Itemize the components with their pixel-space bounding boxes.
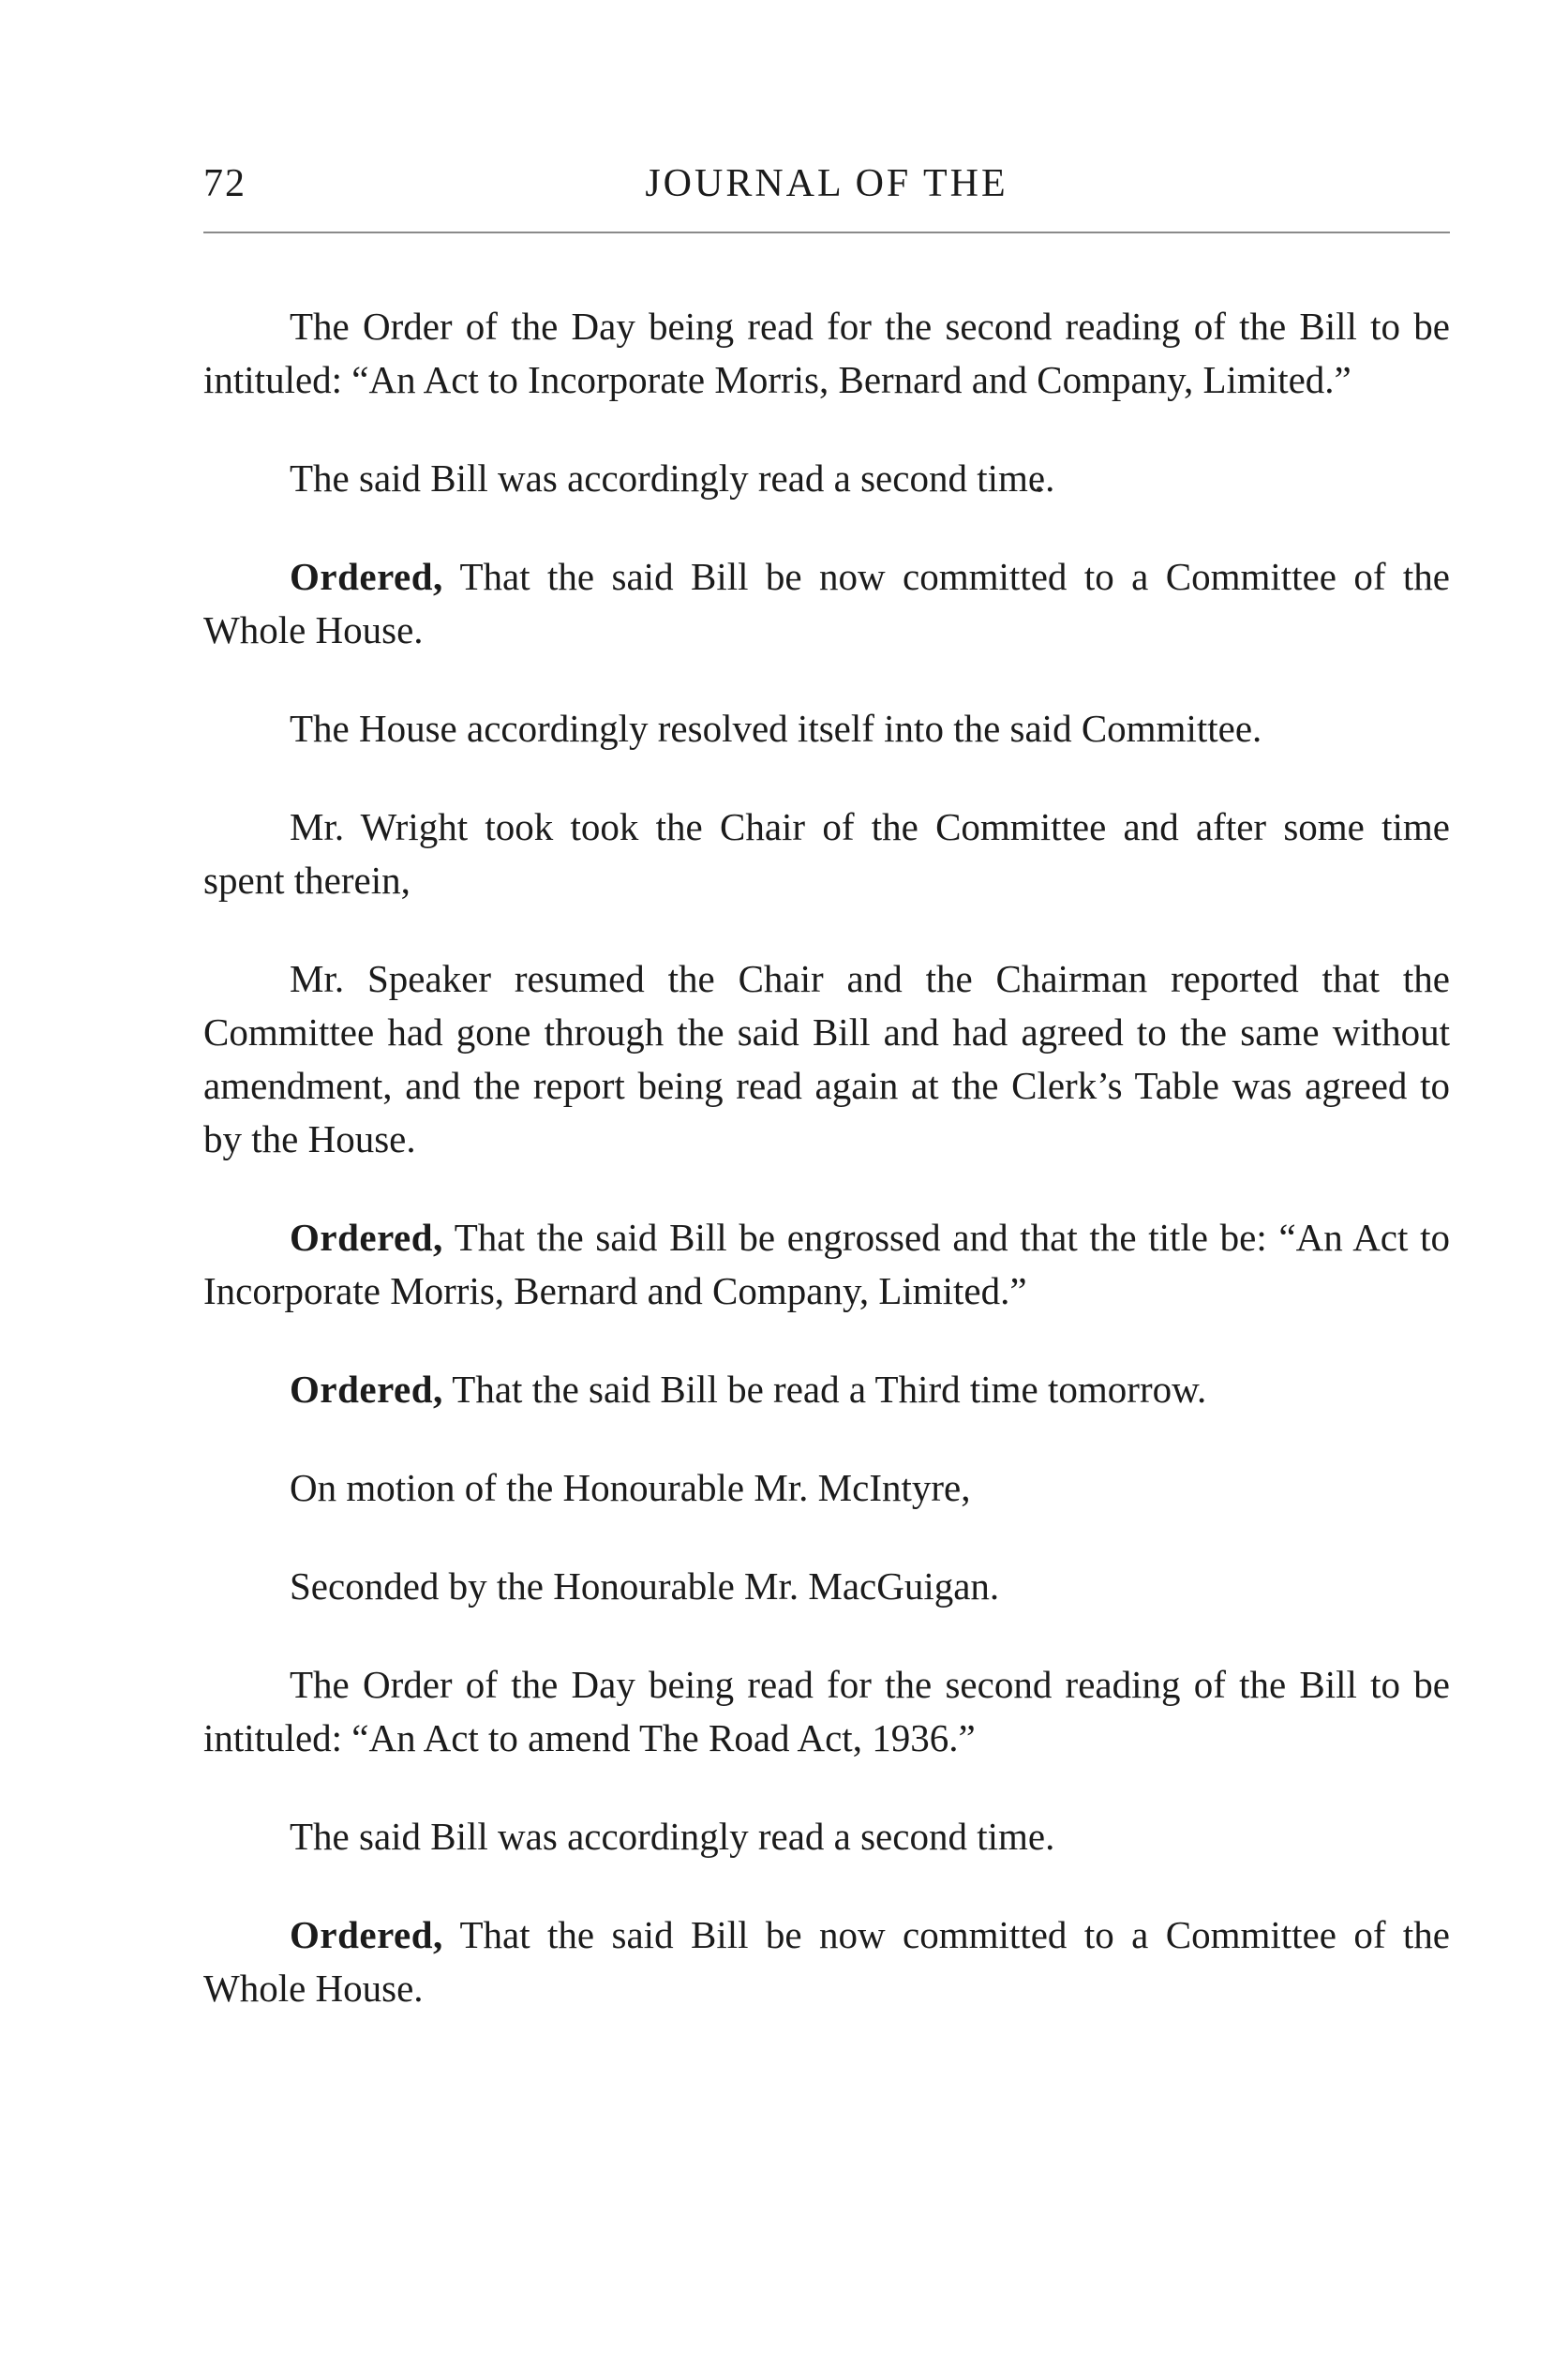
paragraph-ordered-third-time	[203, 1363, 1450, 1416]
page-header	[203, 161, 1450, 217]
paragraph-lead: Ordered,	[290, 555, 443, 598]
header-rule	[203, 232, 1450, 233]
paragraph-text: The Order of the Day being read for the second reading of the Bill to be intituled: “An Act to Incorporate Morris, Bernard and Company, Limited.”	[203, 305, 1450, 401]
paragraph-order-of-day-2	[203, 1658, 1450, 1765]
paragraph-motion	[203, 1461, 1450, 1515]
paragraph-lead: Ordered,	[290, 1913, 443, 1956]
paragraph-text: The Order of the Day being read for the second reading of the Bill to be intituled: “An Act to amend The Road Act, 1936.”	[203, 1663, 1450, 1759]
paragraph-wright-chair	[203, 800, 1450, 907]
paragraph-seconded	[203, 1560, 1450, 1613]
paragraph-ordered-engrossed	[203, 1211, 1450, 1318]
paragraph-ordered-committed-2	[203, 1908, 1450, 2015]
paragraph-speaker-resumed	[203, 952, 1450, 1166]
paragraph-order-of-day-1	[203, 300, 1450, 407]
page-number: 72	[203, 162, 246, 205]
paragraph-text: The said Bill was accordingly read a second time.	[290, 456, 1055, 500]
paragraph-text: The House accordingly resolved itself into the said Committee.	[290, 707, 1262, 750]
paragraph-lead: Ordered,	[290, 1368, 443, 1411]
paragraph-text: That the said Bill be now committed to a Committee of the Whole House.	[203, 555, 1450, 651]
paragraph-text: Mr. Speaker resumed the Chair and the Chairman reported that the Committee had gone through the said Bill and had agreed to the same without amendment, and the report being read again at the Clerk’s Table was agreed to by the House.	[203, 957, 1450, 1160]
paragraph-text: On motion of the Honourable Mr. McIntyre,	[290, 1466, 971, 1509]
running-head: JOURNAL OF THE	[645, 162, 1008, 205]
paragraph-lead: Ordered,	[290, 1216, 443, 1259]
paragraph-second-reading-1	[203, 452, 1450, 505]
paragraph-text: Mr. Wright took took the Chair of the Committee and after some time spent therein,	[203, 805, 1450, 902]
paragraph-text: That the said Bill be read a Third time tomorrow.	[442, 1368, 1207, 1411]
paragraph-text: That the said Bill be engrossed and that the title be: “An Act to Incorporate Morris, Bernard and Company, Limited.”	[203, 1216, 1450, 1312]
paragraph-text: That the said Bill be now committed to a Committee of the Whole House.	[203, 1913, 1450, 2010]
paragraph-second-reading-2	[203, 1810, 1450, 1863]
paragraph-text: Seconded by the Honourable Mr. MacGuigan.	[290, 1564, 1000, 1608]
paragraph-house-resolved	[203, 702, 1450, 756]
journal-body	[203, 300, 1450, 2060]
paragraph-text: The said Bill was accordingly read a second time.	[290, 1815, 1055, 1858]
paragraph-ordered-committed-1	[203, 550, 1450, 657]
